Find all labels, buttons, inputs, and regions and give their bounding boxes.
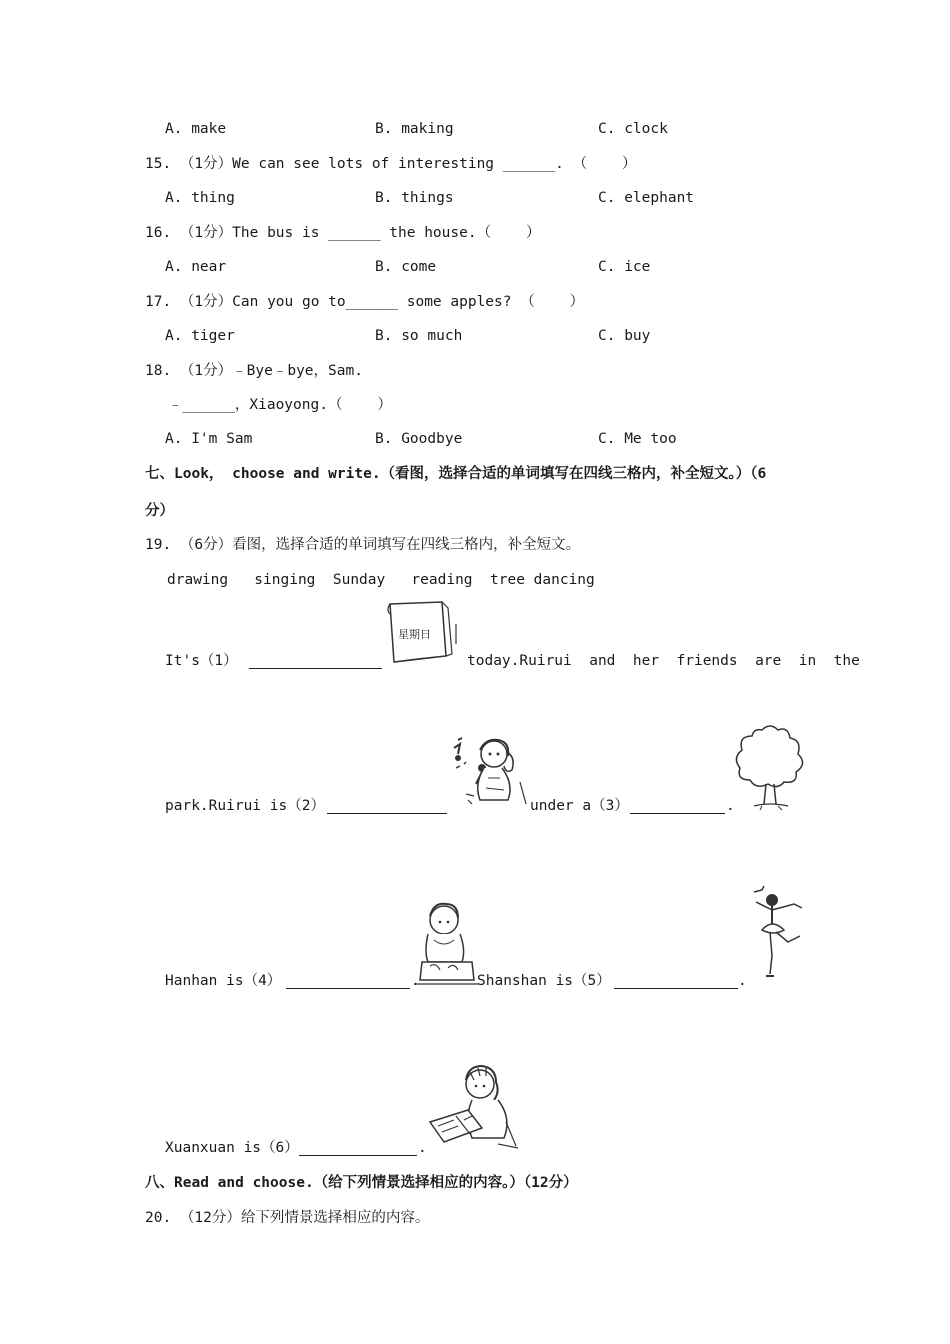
- q15-option-b[interactable]: B. things: [375, 190, 454, 206]
- singing-girl-picture: [450, 734, 530, 810]
- q19-sentence3-prefix2: Shanshan is（5）: [477, 973, 611, 989]
- q18-stem: 18. （1分）﹣Bye﹣bye，Sam.: [145, 363, 363, 379]
- dancing-girl-picture: [744, 884, 808, 984]
- q17-stem: 17. （1分）Can you go to______ some apples? （ ）: [145, 294, 585, 310]
- q16-option-a[interactable]: A. near: [165, 259, 227, 275]
- q19-sentence3-mid: .: [411, 973, 420, 989]
- q18-option-c[interactable]: C. Me too: [598, 431, 677, 447]
- q19-blank-3[interactable]: [630, 799, 725, 814]
- q19-stem: 19. （6分）看图，选择合适的单词填写在四线三格内，补全短文。: [145, 537, 581, 553]
- section8-heading: 八、Read and choose.（给下列情景选择相应的内容。）（12分）: [145, 1175, 578, 1191]
- q19-sentence2-mid: under a（3）: [530, 798, 629, 814]
- q19-sentence2-prefix: park.Ruirui is（2）: [165, 798, 325, 814]
- q15-option-a[interactable]: A. thing: [165, 190, 235, 206]
- q17-option-b[interactable]: B. so much: [375, 328, 463, 344]
- section7-heading-cont: 分）: [145, 503, 174, 519]
- q17-option-c[interactable]: C. buy: [598, 328, 651, 344]
- q16-stem: 16. （1分）The bus is ______ the house.（ ）: [145, 225, 541, 241]
- q18-option-b[interactable]: B. Goodbye: [375, 431, 463, 447]
- drawing-child-picture: [416, 900, 478, 988]
- q19-sentence1-suffix: today.Ruirui and her friends are in the: [467, 653, 860, 669]
- q19-word-bank: drawing singing Sunday reading tree dancing: [167, 572, 595, 588]
- calendar-picture: [384, 600, 466, 666]
- section7-heading: 七、Look， choose and write.（看图，选择合适的单词填写在四线三格内，补全短文。）（6: [145, 466, 767, 482]
- q18-line2: ﹣______，Xiaoyong.（ ）: [168, 397, 392, 413]
- q19-sentence4-end: .: [418, 1140, 427, 1156]
- tree-picture: [732, 722, 808, 812]
- q19-sentence3-end: .: [738, 973, 747, 989]
- q19-blank-5[interactable]: [614, 974, 738, 989]
- q15-option-c[interactable]: C. elephant: [598, 190, 695, 206]
- q19-sentence3-prefix: Hanhan is（4）: [165, 973, 282, 989]
- q17-option-a[interactable]: A. tiger: [165, 328, 235, 344]
- q16-option-b[interactable]: B. come: [375, 259, 437, 275]
- q19-sentence2-end: .: [726, 798, 735, 814]
- q19-blank-1[interactable]: [249, 654, 382, 669]
- calendar-text: 星期日: [398, 628, 431, 641]
- q19-blank-2[interactable]: [327, 799, 447, 814]
- q19-sentence1-prefix: It's（1）: [165, 653, 238, 669]
- q19-blank-6[interactable]: [299, 1141, 417, 1156]
- q20-stem: 20. （12分）给下列情景选择相应的内容。: [145, 1210, 430, 1226]
- q15-stem: 15. （1分）We can see lots of interesting ______. （ ）: [145, 156, 637, 172]
- q19-sentence4-prefix: Xuanxuan is（6）: [165, 1140, 299, 1156]
- q14-option-a[interactable]: A. make: [165, 121, 227, 137]
- q16-option-c[interactable]: C. ice: [598, 259, 651, 275]
- q19-blank-4[interactable]: [286, 974, 410, 989]
- reading-girl-picture: [424, 1062, 524, 1152]
- q18-option-a[interactable]: A. I'm Sam: [165, 431, 253, 447]
- q14-option-b[interactable]: B. making: [375, 121, 454, 137]
- q14-option-c[interactable]: C. clock: [598, 121, 668, 137]
